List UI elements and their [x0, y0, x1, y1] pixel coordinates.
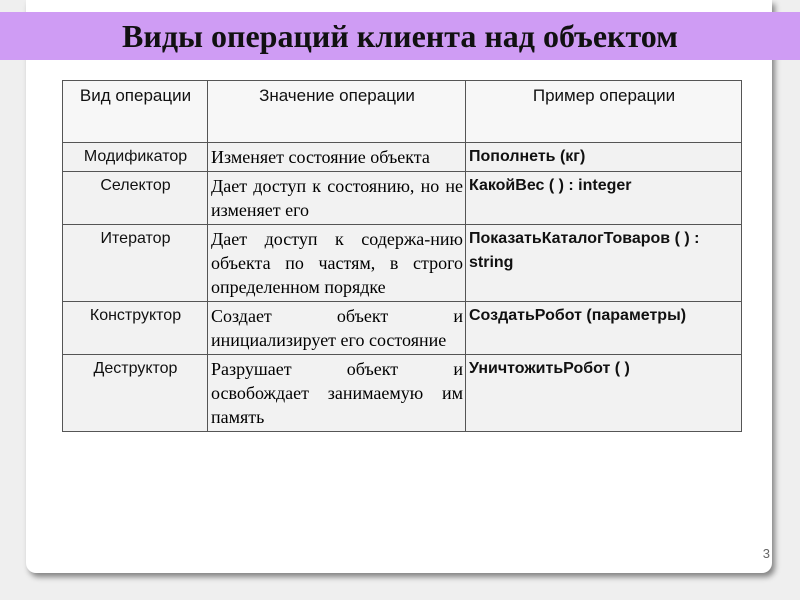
operation-name: Итератор [63, 225, 208, 302]
header-operation-type: Вид операции [63, 81, 208, 143]
operation-meaning: Разрушает объект и освобождает занимаемую им память [208, 355, 466, 432]
header-operation-example: Пример операции [466, 81, 742, 143]
operation-name: Селектор [63, 172, 208, 225]
operation-example: КакойВес ( ) : integer [466, 172, 742, 225]
operation-meaning: Дает доступ к состоянию, но не изменяет его [208, 172, 466, 225]
table-row [63, 225, 742, 302]
operations-table [62, 80, 742, 432]
operation-meaning: Дает доступ к содержа-нию объекта по частям, в строго определенном порядке [208, 225, 466, 302]
table-row [63, 143, 742, 172]
operation-name: Деструктор [63, 355, 208, 432]
page-number: 3 [762, 546, 770, 561]
table-row [63, 355, 742, 432]
table-header-row [63, 81, 742, 143]
operation-meaning: Изменяет состояние объекта [208, 143, 466, 172]
table-row [63, 302, 742, 355]
operation-example: ПоказатьКаталогТоваров ( ) : string [466, 225, 742, 302]
operation-name: Модификатор [63, 143, 208, 172]
slide-title: Виды операций клиента над объектом [122, 18, 678, 54]
header-operation-meaning: Значение операции [208, 81, 466, 143]
operation-name: Конструктор [63, 302, 208, 355]
operation-example: УничтожитьРобот ( ) [466, 355, 742, 432]
operation-example: Пополнеть (кг) [466, 143, 742, 172]
operation-example: СоздатьРобот (параметры) [466, 302, 742, 355]
table-row [63, 172, 742, 225]
operation-meaning: Создает объект и инициализирует его состояние [208, 302, 466, 355]
